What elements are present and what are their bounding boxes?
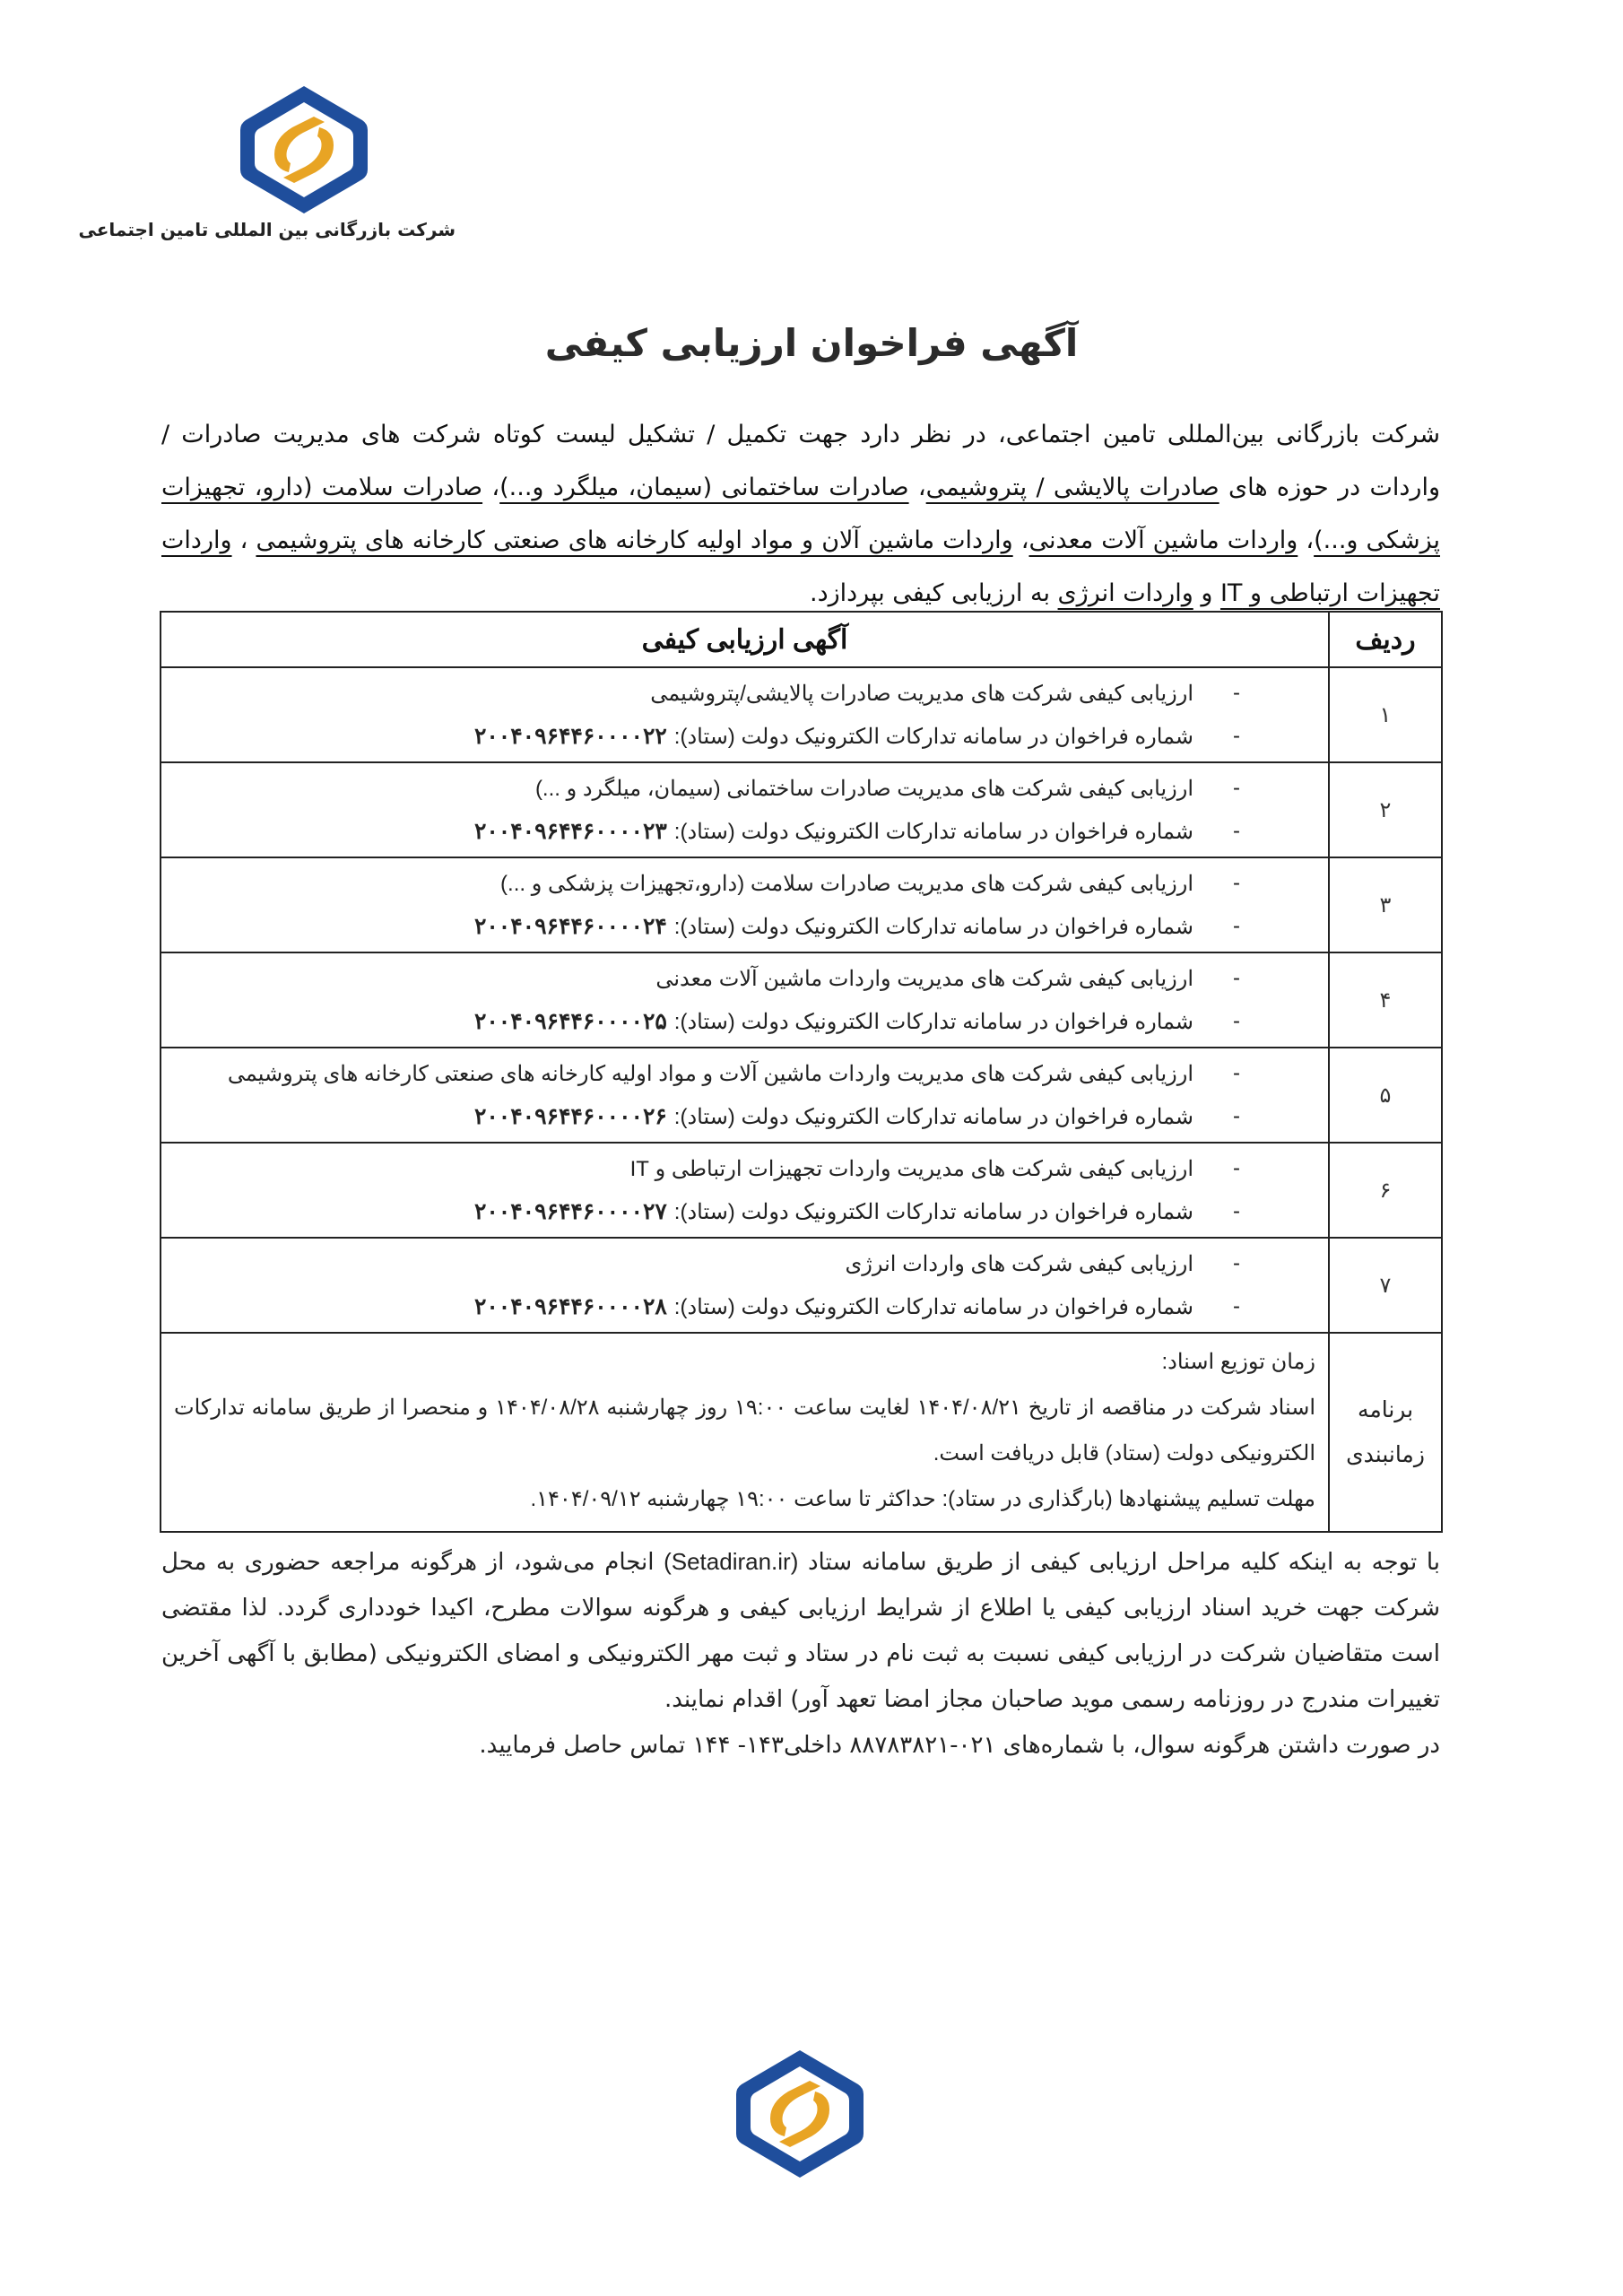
schedule-label (1329, 1333, 1442, 1532)
call-number: ۲۰۰۴۰۹۶۴۴۶۰۰۰۰۲۷ (473, 1199, 667, 1224)
closing-p1-start: با توجه به اینکه کلیه مراحل ارزیابی کیفی از طریق سامانه ستاد (798, 1549, 1441, 1576)
row-call-line (170, 1190, 1256, 1233)
closing-p1-rest: انجام می‌شود، از هرگونه مراجعه حضوری به محل شرکت جهت خرید اسناد ارزیابی کیفی یا اطلاع از شرایط ارزیابی کیفی و هرگونه سوالات مطرح، اکیدا خودداری گردد. لذا مقتضی است متقاضیان شرکت در ارزیابی کیفی نسبت به ثبت نام در ستاد و ثبت مهر الکترونیکی و امضای الکترونیکی (مطابق با آگهی آخرین تغییرات مندرج در روزنامه رسمی موید صاحبان مجاز امضا تعهد آور) اقدام نمایند. (161, 1549, 1440, 1713)
intro-highlight-segment: صادرات پالایشی / پتروشیمی (925, 474, 1219, 501)
intro-text-segment: ، (482, 474, 500, 501)
call-label: شماره فراخوان در سامانه تدارکات الکترونیک دولت (ستاد): (673, 819, 1193, 844)
intro-paragraph (161, 408, 1440, 620)
table-row (161, 857, 1442, 952)
row-description-line (170, 1147, 1256, 1190)
row-description-line (170, 957, 1256, 1000)
bullet-dash: - (1233, 776, 1240, 800)
call-label: شماره فراخوان در سامانه تدارکات الکترونیک دولت (ستاد): (673, 724, 1193, 749)
intro-highlight-segment: صادرات ساختمانی (سیمان، میلگرد و...) (499, 474, 909, 501)
call-number: ۲۰۰۴۰۹۶۴۴۶۰۰۰۰۲۳ (473, 819, 667, 844)
page-title: آگهی فراخوان ارزیابی کیفی (544, 321, 1079, 366)
intro-text-segment: ، (1298, 526, 1315, 554)
company-name-caption: شرکت بازرگانی بین المللی تامین اجتماعی (78, 219, 456, 240)
intro-text-segment: شرکت بازرگانی بین‌المللی تامین اجتماعی، در نظر دارد جهت تکمیل / تشکیل لیست کوتاه شرکت های مدیریت صادرات / واردات در حوزه های (161, 421, 1441, 501)
row-content (161, 1238, 1329, 1333)
intro-highlight-segment: واردات ماشین آلان و مواد اولیه کارخانه های صنعتی کارخانه های پتروشیمی (256, 526, 1013, 554)
call-label: شماره فراخوان در سامانه تدارکات الکترونیک دولت (ستاد): (673, 1104, 1193, 1129)
intro-text-segment: ، (908, 474, 926, 501)
closing-text (161, 1539, 1440, 1769)
bullet-dash: - (1233, 1061, 1240, 1085)
company-logo-header (78, 83, 456, 253)
table-row (161, 952, 1442, 1048)
row-call-line (170, 1285, 1256, 1328)
closing-paragraph-2: در صورت داشتن هرگونه سوال، با شماره‌های ۰۲۱-۸۸۷۸۳۸۲۱ داخلی۱۴۳- ۱۴۴ تماس حاصل فرمایید. (479, 1732, 1440, 1759)
row-description-line (170, 1052, 1256, 1095)
row-call-line (170, 715, 1256, 758)
row-description: ارزیابی کیفی شرکت های مدیریت واردات تجهیزات ارتباطی و IT (629, 1156, 1193, 1181)
table-row (161, 667, 1442, 762)
closing-paragraph-1 (161, 1539, 1440, 1723)
row-call-line (170, 810, 1256, 853)
schedule-label-line2: زمانبندی (1346, 1442, 1425, 1467)
row-index: ۲ (1329, 762, 1442, 857)
row-content (161, 762, 1329, 857)
schedule-label-line1: برنامه (1357, 1397, 1414, 1422)
row-content (161, 667, 1329, 762)
intro-highlight-segment: صادرات سلامت (دارو، تجهیزات پزشکی و...) (161, 474, 1441, 554)
intro-highlight-segment: واردات ماشین آلات معدنی (1028, 526, 1298, 554)
table-header-row (161, 612, 1442, 667)
call-number: ۲۰۰۴۰۹۶۴۴۶۰۰۰۰۲۴ (473, 914, 667, 939)
bullet-dash: - (1233, 1009, 1240, 1033)
row-description: ارزیابی کیفی شرکت های مدیریت واردات ماشین آلات و مواد اولیه کارخانه های صنعتی کارخانه های پتروشیمی (227, 1061, 1193, 1086)
row-index: ۴ (1329, 952, 1442, 1048)
call-label: شماره فراخوان در سامانه تدارکات الکترونیک دولت (ستاد): (673, 1009, 1193, 1034)
row-description: ارزیابی کیفی شرکت های مدیریت واردات ماشین آلات معدنی (655, 966, 1193, 991)
bullet-dash: - (1233, 1156, 1240, 1180)
bullet-dash: - (1233, 681, 1240, 705)
row-index: ۷ (1329, 1238, 1442, 1333)
row-description-line (170, 767, 1256, 810)
schedule-content (161, 1333, 1329, 1532)
company-logo-footer-icon (733, 2047, 867, 2181)
call-number: ۲۰۰۴۰۹۶۴۴۶۰۰۰۰۲۸ (473, 1294, 667, 1319)
row-index: ۵ (1329, 1048, 1442, 1143)
bullet-dash: - (1233, 1251, 1240, 1275)
row-description: ارزیابی کیفی شرکت های مدیریت صادرات پالایشی/پتروشیمی (650, 681, 1193, 706)
row-content (161, 857, 1329, 952)
schedule-deadline: مهلت تسلیم پیشنهادها (بارگذاری در ستاد): حداکثر تا ساعت ۱۹:۰۰ چهارشنبه ۱۴۰۴/۰۹/۱۲. (530, 1487, 1315, 1511)
call-label: شماره فراخوان در سامانه تدارکات الکترونیک دولت (ستاد): (673, 1294, 1193, 1319)
bullet-dash: - (1233, 871, 1240, 895)
bullet-dash: - (1233, 819, 1240, 843)
setadiran-site-reference: (Setadiran.ir) (664, 1548, 799, 1575)
row-content (161, 1048, 1329, 1143)
header-notice: آگهی ارزیابی کیفی (161, 612, 1329, 667)
bullet-dash: - (1233, 1294, 1240, 1318)
call-number: ۲۰۰۴۰۹۶۴۴۶۰۰۰۰۲۶ (473, 1104, 667, 1129)
bullet-dash: - (1233, 724, 1240, 748)
call-number: ۲۰۰۴۰۹۶۴۴۶۰۰۰۰۲۵ (473, 1009, 667, 1034)
schedule-row (161, 1333, 1442, 1532)
header-index: ردیف (1329, 612, 1442, 667)
intro-text-segment: ، (231, 526, 256, 554)
row-description-line (170, 1242, 1256, 1285)
table-row (161, 1238, 1442, 1333)
intro-highlight-segment: واردات تجهیزات ارتباطی و IT (161, 526, 1440, 607)
intro-text-segment: و (1193, 579, 1220, 607)
row-index: ۱ (1329, 667, 1442, 762)
intro-text-segment: ، (1012, 526, 1029, 554)
row-description: ارزیابی کیفی شرکت های واردات انرژی (845, 1251, 1193, 1276)
row-content (161, 952, 1329, 1048)
table-row (161, 1143, 1442, 1238)
schedule-distribution: اسناد شرکت در مناقصه از تاریخ ۱۴۰۴/۰۸/۲۱ لغایت ساعت ۱۹:۰۰ روز چهارشنبه ۱۴۰۴/۰۸/۲۸ و منحصرا از طریق سامانه تدارکات الکترونیکی دولت (ستاد) قابل دریافت است. (174, 1396, 1315, 1465)
row-index: ۳ (1329, 857, 1442, 952)
row-index: ۶ (1329, 1143, 1442, 1238)
call-number: ۲۰۰۴۰۹۶۴۴۶۰۰۰۰۲۲ (473, 724, 667, 749)
row-content (161, 1143, 1329, 1238)
call-label: شماره فراخوان در سامانه تدارکات الکترونیک دولت (ستاد): (673, 1199, 1193, 1224)
table-row (161, 1048, 1442, 1143)
row-call-line (170, 1000, 1256, 1043)
call-label: شماره فراخوان در سامانه تدارکات الکترونیک دولت (ستاد): (673, 914, 1193, 939)
intro-text-segment: به ارزیابی کیفی بپردازد. (809, 579, 1058, 607)
row-call-line (170, 905, 1256, 948)
bullet-dash: - (1233, 1199, 1240, 1223)
bullet-dash: - (1233, 914, 1240, 938)
row-description-line (170, 672, 1256, 715)
intro-highlight-segment: واردات انرژی (1057, 579, 1193, 607)
schedule-heading: زمان توزیع اسناد: (1161, 1350, 1315, 1374)
row-description: ارزیابی کیفی شرکت های مدیریت صادرات سلامت (دارو،تجهیزات پزشکی و ...) (500, 871, 1193, 896)
table-row (161, 762, 1442, 857)
row-call-line (170, 1095, 1256, 1138)
evaluation-table (160, 611, 1443, 1533)
bullet-dash: - (1233, 966, 1240, 990)
company-logo-footer (710, 2038, 890, 2217)
row-description: ارزیابی کیفی شرکت های مدیریت صادرات ساختمانی (سیمان، میلگرد و ...) (534, 776, 1193, 801)
row-description-line (170, 862, 1256, 905)
bullet-dash: - (1233, 1104, 1240, 1128)
company-logo-icon (237, 83, 371, 217)
